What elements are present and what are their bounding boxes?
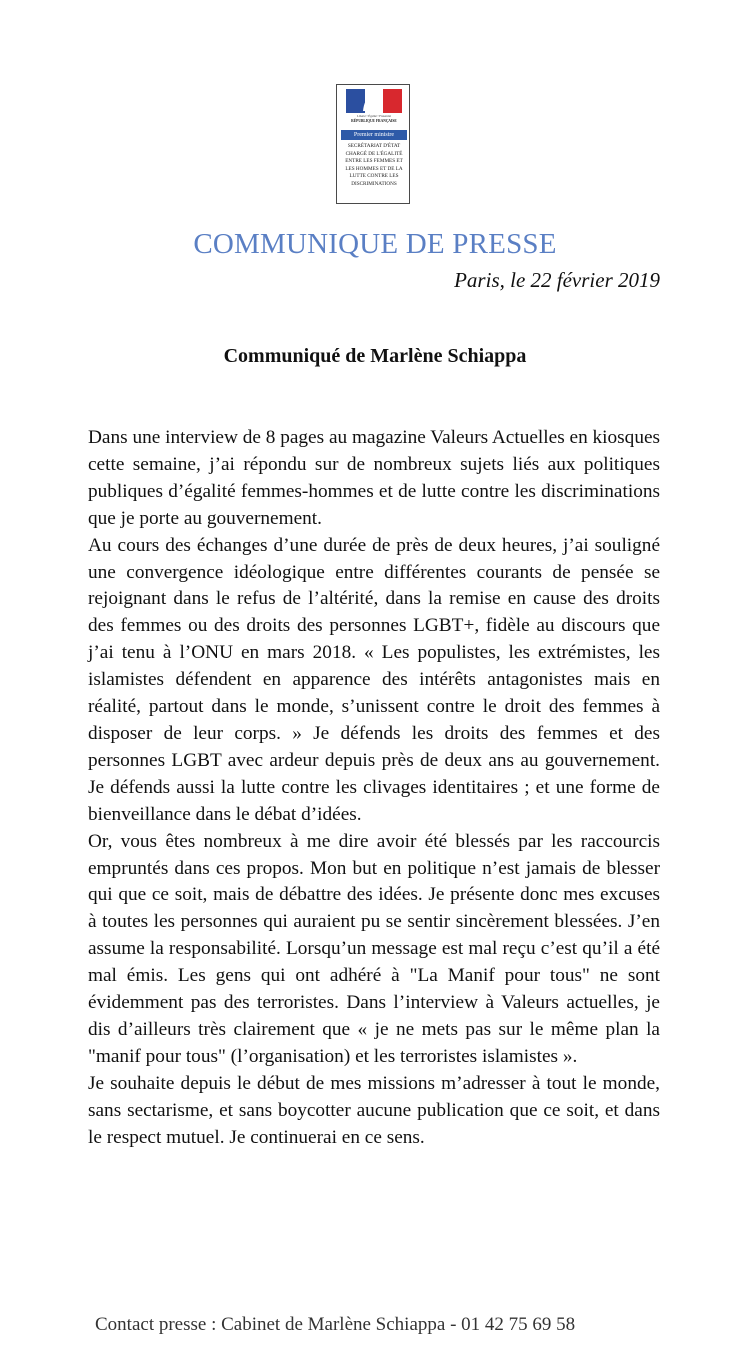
flag-blue-band: [346, 89, 365, 113]
place-date: Paris, le 22 février 2019: [454, 268, 660, 292]
government-logo: [336, 84, 410, 204]
paragraph-3: Or, vous êtes nombreux à me dire avoir été blessés par les raccourcis empruntés dans ces propos. Mon but en politique n’est jamais de blesser qui que ce soit, mais de débattre des idées. Je présente donc mes excuses à toutes les personnes qui auraient pu se sentir sincèrement blessées. J’en assume la responsabilité. Lorsqu’un message est mal reçu c’est qu’il a été mal émis. Les gens qui ont adhéré à "La Manif pour tous" ne sont évidemment pas des terroristes. Dans l’interview à Valeurs actuelles, je dis d’ailleurs très clairement que « je ne mets pas sur le même plan la "manif pour tous" (l’organisation) et les terroristes islamistes ».: [88, 830, 660, 1067]
paragraph-4: Je souhaite depuis le début de mes missions m’adresser à tout le monde, sans sectarisme, et sans boycotter aucune publication que ce soit, et dans le respect mutuel. Je continuerai en ce sens.: [88, 1072, 660, 1148]
republic-motto: Liberté • Égalité • Fraternité: [357, 114, 391, 118]
page-title: COMMUNIQUE DE PRESSE: [193, 228, 557, 260]
footer-contact-cutoff: [95, 1314, 655, 1336]
secretariat-name: SECRÉTARIAT D'ÉTAT CHARGÉ DE L'ÉGALITÉ ENTRE LES FEMMES ET LES HOMMES ET DE LA LUTTE CONTRE LES DISCRIMINATIONS: [345, 143, 403, 187]
paragraph-1: Dans une interview de 8 pages au magazine Valeurs Actuelles en kiosques cette semaine, j’ai répondu sur de nombreux sujets liés aux politiques publiques d’égalité femmes-hommes et de lutte contre les discriminations que je porte au gouvernement.: [88, 427, 661, 529]
republic-name: RÉPUBLIQUE FRANÇAISE: [351, 119, 397, 123]
flag-red-band: [383, 89, 402, 113]
premier-ministre-label: Premier ministre: [341, 130, 407, 140]
paragraph-2: Au cours des échanges d’une durée de près de deux heures, j’ai souligné une convergence idéologique entre différentes courants de pensée se rejoignant dans le refus de l’altérité, dans la remise en cause des droits des femmes ou des droits des personnes LGBT+, fidèle au discours que j’ai tenu à l’ONU en mars 2018. « Les populistes, les extrémistes, les islamistes défendent en apparence des intérêts antagonistes mais en réalité, partout dans le monde, s’unissent contre le droit des femmes à disposer de leur corps. » Je défends les droits des femmes et des personnes LGBT avec ardeur depuis près de deux ans au gouvernement. Je défends aussi la lutte contre les clivages identitaires ; et une forme de bienveillance dans le débat d’idées.: [88, 534, 660, 825]
marianne-flag-icon: [346, 89, 402, 113]
communique-body: [88, 425, 660, 1151]
communique-author-heading: Communiqué de Marlène Schiappa: [223, 345, 527, 367]
footer-contact-text: Contact presse : Cabinet de Marlène Schiappa - 01 42 75 69 58: [95, 1314, 576, 1335]
